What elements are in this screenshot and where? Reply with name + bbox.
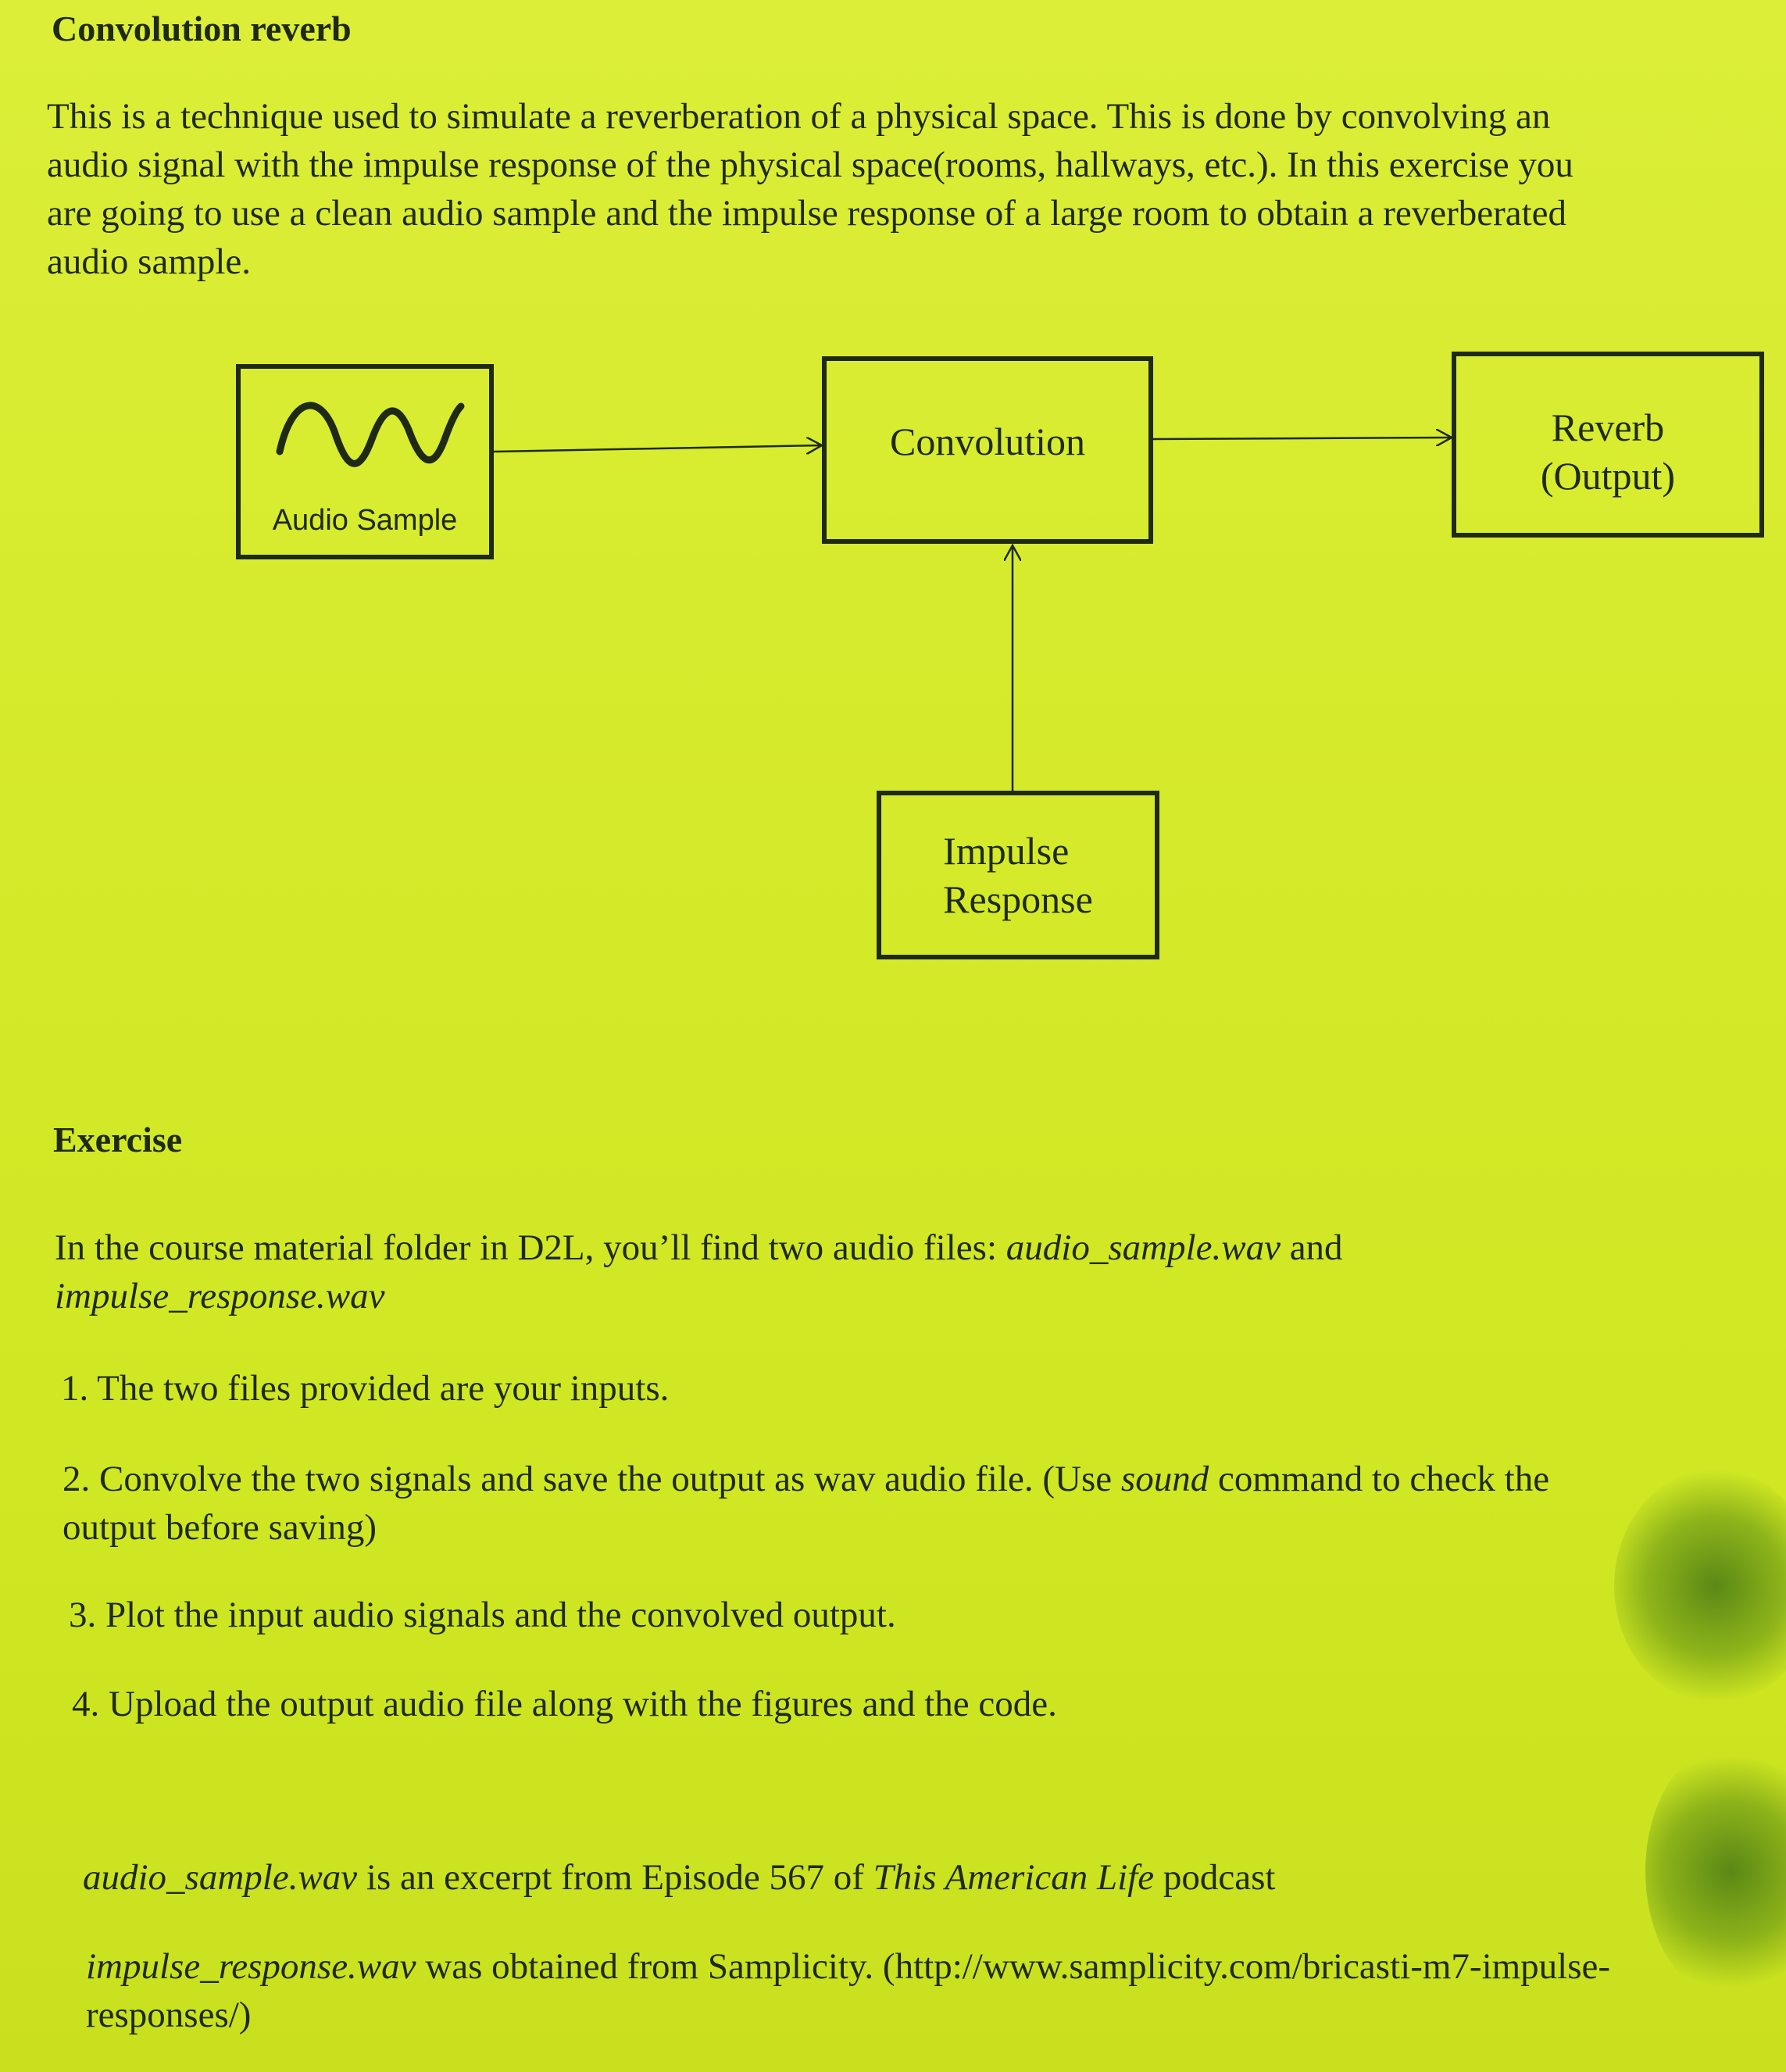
shadow-blob — [1645, 1742, 1786, 2000]
convolution-box — [822, 356, 1153, 544]
file-impulse-response: impulse_response.wav — [55, 1276, 385, 1316]
arrow-convolution-to-reverb — [1153, 438, 1452, 439]
response-label: Response — [943, 877, 1093, 921]
output-label: (Output) — [1540, 454, 1676, 498]
credit-tail-1: podcast — [1154, 1857, 1276, 1898]
reverb-label: Reverb — [1551, 405, 1665, 449]
credit-file-2: impulse_response.wav — [86, 1946, 416, 1987]
step-2-tail: command to check the output before saving) — [63, 1459, 1550, 1548]
step-2 — [63, 1455, 1625, 1552]
sine-wave-icon — [272, 383, 467, 484]
step-2-text: 2. Convolve the two signals and save the output as wav audio file. (Use — [63, 1459, 1121, 1499]
exercise-title: Exercise — [53, 1120, 183, 1159]
lead-text: In the course material folder in D2L, you’ll find two audio files: — [55, 1227, 1006, 1268]
impulse-label: Impulse — [943, 829, 1070, 873]
credit-text-1: is an excerpt from Episode 567 of — [357, 1857, 873, 1898]
audio-sample-box — [236, 364, 494, 559]
shadow-blob — [1614, 1469, 1786, 1703]
reverb-output-box — [1452, 352, 1764, 538]
credit-audio-sample — [83, 1853, 1645, 1902]
audio-sample-label: Audio Sample — [272, 504, 458, 537]
section-title: Convolution reverb — [52, 9, 352, 48]
convolution-label: Convolution — [889, 420, 1086, 463]
credit-file-1: audio_sample.wav — [83, 1857, 358, 1898]
impulse-response-box — [877, 791, 1159, 959]
step-4: 4. Upload the output audio file along with the figures and the code. — [72, 1684, 1057, 1724]
credit-show: This American Life — [873, 1857, 1155, 1898]
and-text: and — [1280, 1227, 1343, 1268]
exercise-lead — [55, 1224, 1617, 1320]
file-audio-sample: audio_sample.wav — [1006, 1227, 1281, 1268]
intro-paragraph: This is a technique used to simulate a reverberation of a physical space. This is done by convolving an audio signal with the impulse response of the physical space(rooms, hallways, etc.). In this exercise you are going to use a clean audio sample and the impulse response of a large room to obtain a reverberated audio sample. — [47, 96, 1573, 282]
credit-impulse-response — [86, 1942, 1641, 2039]
credit-text-2: was obtained from Samplicity. (http://www.samplicity.com/bricasti-m7-impulse-responses/) — [86, 1946, 1611, 2035]
step-3: 3. Plot the input audio signals and the convolved output. — [69, 1595, 896, 1635]
sound-command: sound — [1120, 1459, 1209, 1499]
step-1: 1. The two files provided are your inputs. — [61, 1368, 670, 1409]
arrow-audio-to-convolution — [494, 445, 822, 452]
